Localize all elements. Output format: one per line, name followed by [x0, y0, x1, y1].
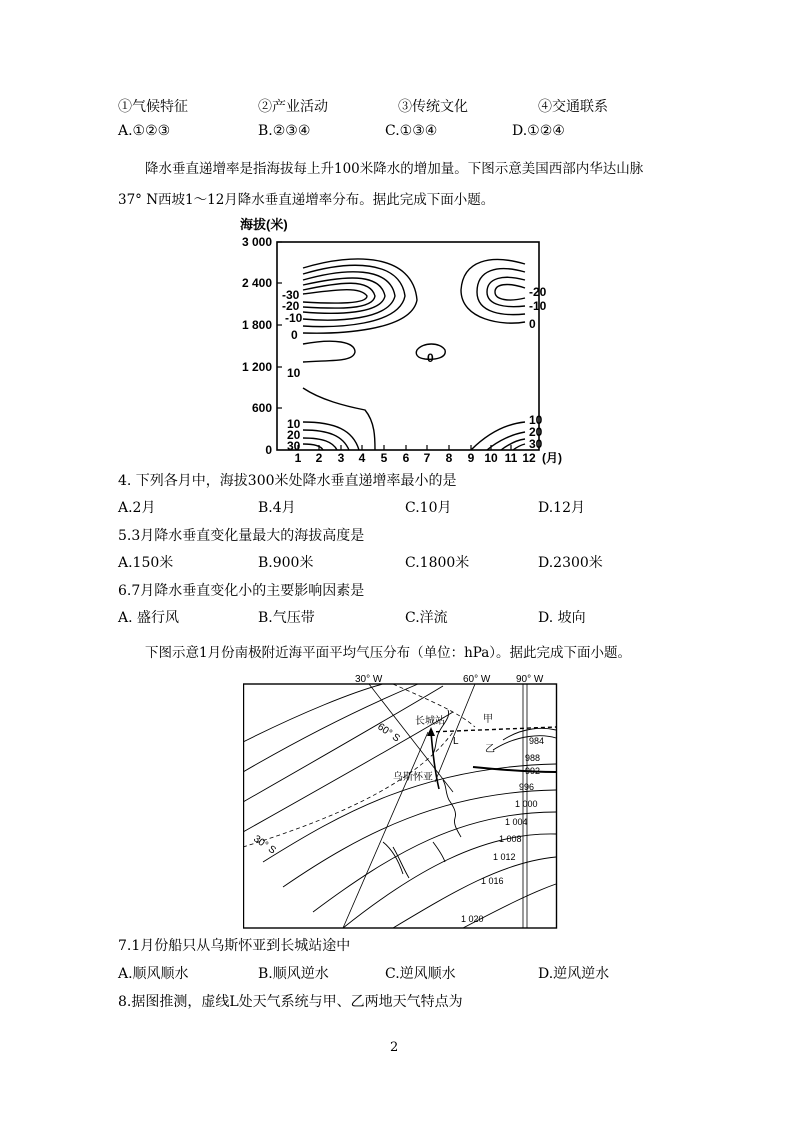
precip-gradient-chart	[225, 210, 565, 465]
contour-label-10-right: 10	[529, 413, 543, 427]
contour-labels-upper-right	[529, 285, 547, 331]
q5-option-a: A.150米	[118, 555, 174, 571]
page-number: 2	[390, 1040, 399, 1055]
contours-upper-left	[303, 259, 417, 333]
answer-b: B.②③④	[258, 123, 311, 139]
x-tick-2: 2	[315, 451, 323, 465]
q6-option-b: B.气压带	[258, 610, 315, 626]
q6-stem: 6.7月降水垂直变化小的主要影响因素是	[118, 583, 365, 599]
option-industry: ②产业活动	[258, 99, 328, 115]
q4-option-d: D.12月	[538, 500, 585, 516]
y-tick-600: 600	[251, 401, 272, 415]
map-frame	[244, 684, 557, 928]
y-tick-1200: 1 200	[241, 360, 272, 374]
contour-label-20-right: 20	[529, 425, 543, 439]
q4-option-c: C.10月	[405, 500, 452, 516]
q7-option-c: C.逆风顺水	[385, 966, 456, 982]
y-tick-2400: 2 400	[241, 276, 272, 290]
x-tick-1: 1	[294, 451, 302, 465]
contour-label-30-lower-left: 30	[287, 439, 301, 453]
x-tick-12: 12	[522, 451, 536, 465]
lon-60w: 60° W	[463, 674, 491, 685]
lat-30s: 30° S	[251, 833, 278, 857]
answer-c: C.①③④	[385, 123, 438, 139]
isobar-1016: 1 016	[481, 876, 504, 886]
q4-option-a: A.2月	[118, 500, 156, 516]
contour-label-neg10-right: -10	[529, 299, 547, 313]
q7-option-a: A.顺风顺水	[118, 966, 189, 982]
isobar-984: 984	[529, 736, 545, 746]
contour-label-neg20-right: -20	[529, 285, 547, 299]
contour-label-30-right: 30	[529, 437, 543, 451]
contour-mid-left	[303, 341, 355, 362]
y-tick-1800: 1 800	[241, 318, 272, 332]
isobar-1008: 1 008	[499, 834, 522, 844]
isobar-1000: 1 000	[515, 799, 538, 809]
pressure-map	[243, 672, 558, 930]
lon-30w: 30° W	[355, 674, 383, 685]
isobar-1020: 1 020	[461, 914, 484, 924]
isobar-1004: 1 004	[505, 817, 528, 827]
option-transport: ④交通联系	[538, 99, 608, 115]
q7-option-b: B.顺风逆水	[258, 966, 329, 982]
contour-labels-lower-left	[287, 417, 301, 453]
answer-a: A.①②③	[118, 123, 171, 139]
x-tick-9: 9	[467, 451, 475, 465]
q4-stem: 4. 下列各月中，海拔300米处降水垂直递增率最小的是	[118, 473, 457, 489]
contour-label-10-mid: 10	[287, 366, 301, 380]
contour-label-neg20-left: -20	[282, 299, 300, 313]
contour-label-neg10-left: -10	[285, 311, 303, 325]
q7-option-d: D.逆风逆水	[538, 966, 610, 982]
isobar-1012: 1 012	[493, 852, 516, 862]
x-tick-11: 11	[504, 451, 518, 465]
q5-option-d: D.2300米	[538, 555, 603, 571]
x-tick-7: 7	[423, 451, 431, 465]
label-changcheng-station: 长城站	[415, 716, 445, 727]
x-tick-3: 3	[337, 451, 345, 465]
q5-option-b: B.900米	[258, 555, 314, 571]
isobar-992: 992	[525, 766, 541, 776]
x-tick-8: 8	[445, 451, 453, 465]
lat-60s: 60° S	[375, 721, 402, 745]
y-tick-0: 0	[265, 443, 272, 457]
contour-label-zero-left: 0	[291, 328, 298, 342]
contours-upper-right	[461, 260, 525, 324]
chart-ylabel: 海拔(米)	[240, 217, 288, 232]
label-l: L	[453, 736, 459, 747]
x-tick-5: 5	[380, 451, 388, 465]
contour-label-zero-right: 0	[529, 317, 536, 331]
q5-option-c: C.1800米	[405, 555, 470, 571]
x-tick-6: 6	[402, 451, 410, 465]
q4-option-b: B.4月	[258, 500, 296, 516]
label-jia: 甲	[483, 714, 493, 725]
q8-stem: 8.据图推测，虚线L处天气系统与甲、乙两地天气特点为	[118, 994, 463, 1010]
lon-90w: 90° W	[516, 674, 544, 685]
x-axis-label: (月)	[542, 451, 562, 465]
y-tick-labels	[242, 235, 272, 457]
contour-label-10-lower-left: 10	[287, 417, 301, 431]
q7-stem: 7.1月份船只从乌斯怀亚到长城站途中	[118, 938, 351, 954]
isobar-988: 988	[525, 753, 541, 763]
contours-lower-left	[303, 388, 375, 450]
isobar-996: 996	[519, 782, 535, 792]
contours-lower-right	[471, 422, 525, 450]
chart-frame	[277, 242, 539, 450]
x-tick-4: 4	[358, 451, 366, 465]
label-ushuaia: 乌斯怀亚	[393, 772, 433, 783]
intro2-line: 下图示意1月份南极附近海平面平均气压分布（单位：hPa）。据此完成下面小题。	[145, 645, 632, 661]
contour-label-20-lower-left: 20	[287, 428, 301, 442]
option-culture: ③传统文化	[398, 99, 468, 115]
option-climate: ①气候特征	[118, 99, 188, 115]
answer-d: D.①②④	[512, 123, 565, 139]
q6-option-d: D. 坡向	[538, 610, 586, 626]
q6-option-c: C.洋流	[405, 610, 448, 626]
contour-label-neg30-left: -30	[282, 288, 300, 302]
y-tick-3000: 3 000	[241, 235, 272, 249]
intro1-line1: 降水垂直递增率是指海拔每上升100米降水的增加量。下图示意美国西部内华达山脉	[145, 161, 644, 177]
contour-labels-upper-left	[282, 288, 303, 342]
contour-labels-lower-right	[529, 413, 543, 451]
contour-label-center: 0	[427, 351, 434, 365]
intro1-line2: 37° N西坡1～12月降水垂直递增率分布。据此完成下面小题。	[118, 192, 495, 208]
q5-stem: 5.3月降水垂直变化量最大的海拔高度是	[118, 528, 365, 544]
x-tick-labels	[295, 451, 562, 465]
x-tick-10: 10	[484, 451, 498, 465]
q6-option-a: A. 盛行风	[118, 610, 180, 626]
label-yi: 乙	[485, 744, 495, 755]
